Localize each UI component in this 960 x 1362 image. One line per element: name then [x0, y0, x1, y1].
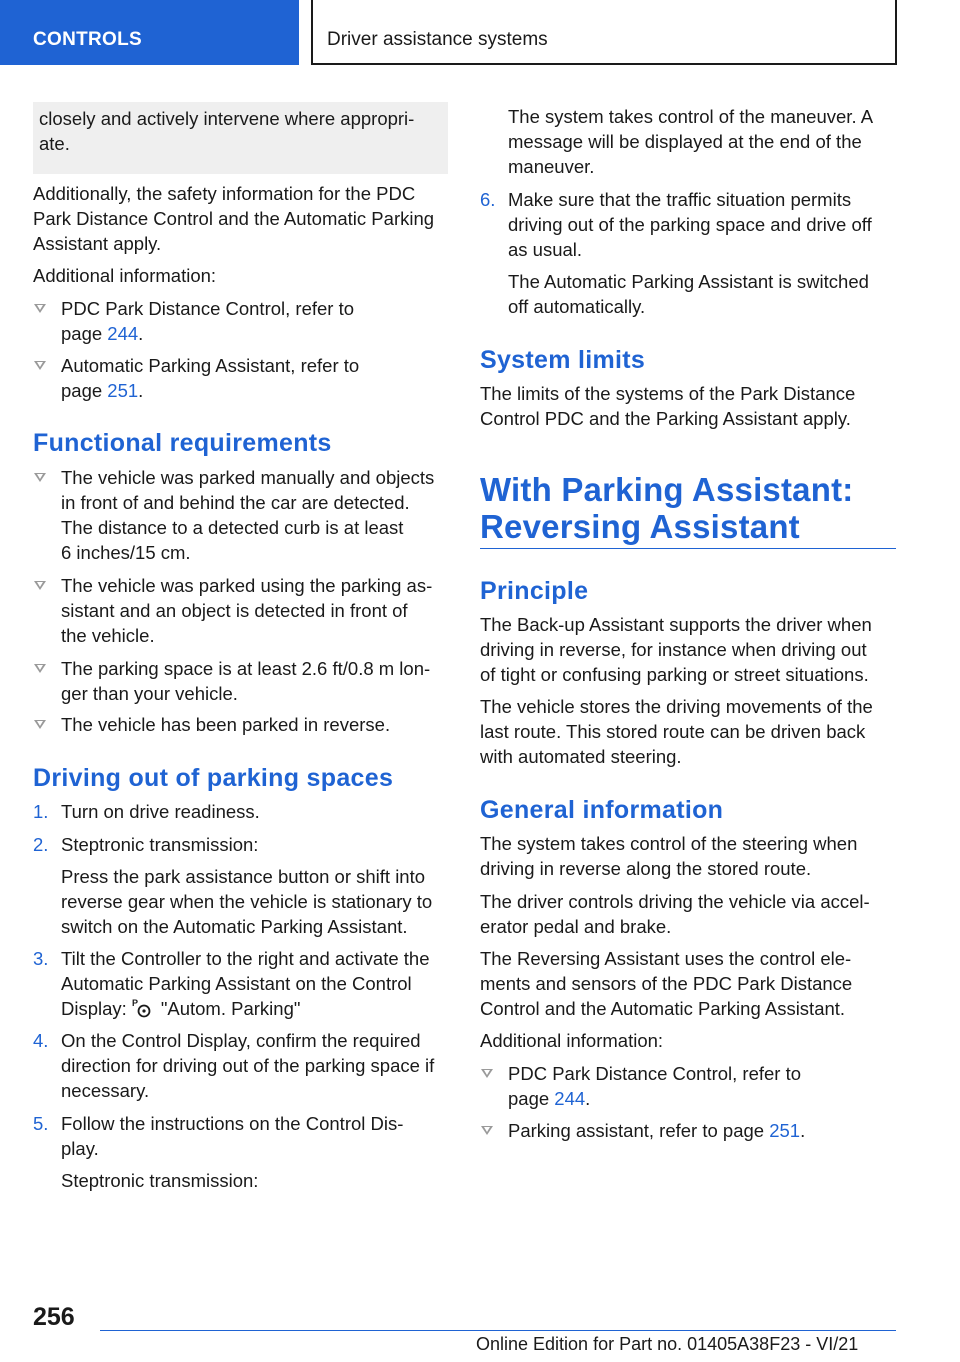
additional-info-label: Additional information:	[480, 1030, 664, 1051]
heading-system-limits: System limits	[480, 346, 646, 374]
heading-driving-out: Driving out of parking spaces	[33, 764, 394, 792]
page-link[interactable]: 244	[554, 1088, 586, 1109]
menu-item-autom-parking: "Autom. Parking"	[160, 998, 301, 1019]
step-number: 6.	[480, 189, 496, 210]
principle-paragraph-1: The Back-up Assistant supports the driver when driving in reverse, for instance when driving out of tight or confusing parking or street situations.	[480, 614, 872, 685]
park-assist-icon	[131, 998, 153, 1018]
safety-paragraph: Additionally, the safety information for the PDC Park Distance Control and the Automatic Parking Assistant apply.	[33, 183, 435, 254]
page-number: 256	[33, 1303, 75, 1331]
triangle-bullet-icon	[481, 1126, 493, 1135]
step-number: 5.	[33, 1113, 49, 1134]
general-paragraph-1: The system takes control of the steering when driving in reverse along the stored route.	[480, 833, 858, 879]
heading-general-information: General information	[480, 796, 724, 824]
principle-paragraph-2: The vehicle stores the driving movements of the last route. This stored route can be driven back with automated steering.	[480, 696, 873, 767]
heading-principle: Principle	[480, 577, 589, 605]
footer-edition: Online Edition for Part no. 01405A38F23 - VI/21	[476, 1334, 859, 1354]
page-link[interactable]: 251	[769, 1120, 801, 1141]
footer-divider	[100, 1330, 896, 1331]
section-tab[interactable]	[0, 0, 299, 65]
limits-paragraph: The limits of the systems of the Park Distance Control PDC and the Parking Assistant apply.	[480, 383, 856, 429]
heading-divider	[480, 548, 896, 549]
triangle-bullet-icon	[481, 1069, 493, 1078]
chapter-header	[311, 0, 897, 65]
step-number: 1.	[33, 801, 49, 822]
section-label: CONTROLS	[33, 29, 143, 50]
triangle-bullet-icon	[34, 304, 46, 313]
page-link[interactable]: 244	[107, 323, 139, 344]
additional-info-label: Additional information:	[33, 265, 217, 286]
step-number: 2.	[33, 834, 49, 855]
chapter-title: Driver assistance systems	[327, 29, 548, 50]
general-paragraph-2: The driver controls driving the vehicle via accel- erator pedal and brake.	[480, 891, 870, 937]
triangle-bullet-icon	[34, 361, 46, 370]
page-link[interactable]: 251	[107, 380, 139, 401]
triangle-bullet-icon	[34, 720, 46, 729]
triangle-bullet-icon	[34, 664, 46, 673]
note-text: closely and actively intervene where appropri- ate.	[39, 108, 415, 154]
safety-note-box	[33, 102, 448, 174]
svg-text:P: P	[131, 998, 138, 1008]
heading-functional-requirements: Functional requirements	[33, 429, 332, 457]
step-number: 3.	[33, 948, 49, 969]
step-number: 4.	[33, 1030, 49, 1051]
heading-reversing-assistant: With Parking Assistant: Reversing Assistant	[480, 471, 854, 545]
list-item: Automatic Parking Assistant, refer to page 251.	[33, 353, 453, 403]
triangle-bullet-icon	[34, 581, 46, 590]
triangle-bullet-icon	[34, 473, 46, 482]
list-item: PDC Park Distance Control, refer to page 244.	[33, 296, 453, 346]
general-paragraph-3: The Reversing Assistant uses the control ele- ments and sensors of the PDC Park Distance Control and the Automatic Parking Assistant.	[480, 948, 853, 1019]
